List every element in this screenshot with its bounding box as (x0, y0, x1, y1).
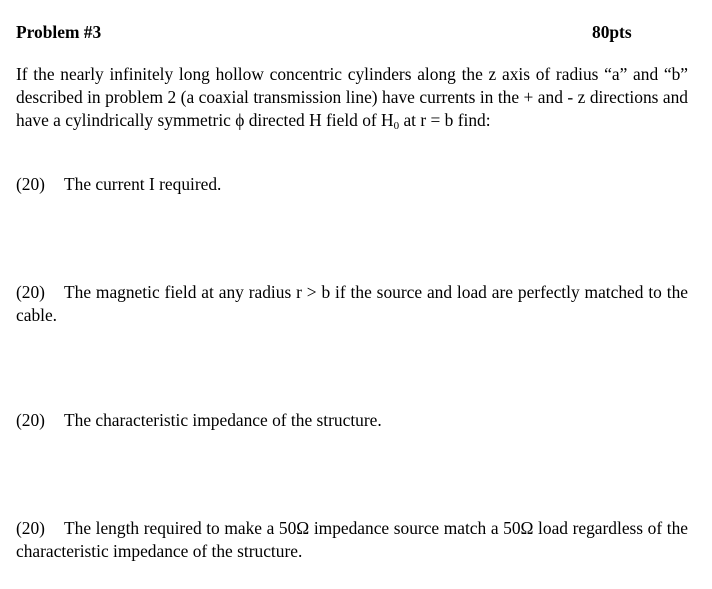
statement-text: If the nearly infinitely long hollow concentric cylinders along the z axis of radius “a” and “b” described in problem 2 (a coaxial transmission line) have currents in the + and - z directions and have a cylindrically symmetric ϕ directed H field of H (16, 64, 688, 130)
question-1 (16, 173, 688, 196)
question-4-text: The length required to make a 50Ω impedance source match a 50Ω load regardless of the characteristic impedance of the structure. (16, 518, 688, 561)
question-2 (16, 281, 688, 327)
question-1-text: The current I required. (64, 174, 222, 194)
question-2-text: The magnetic field at any radius r > b if the source and load are perfectly matched to the cable. (16, 282, 688, 325)
question-3-text: The characteristic impedance of the structure. (64, 410, 382, 430)
problem-statement (16, 63, 688, 132)
question-4-points: (20) (16, 518, 45, 538)
statement-text-end: at r = b find: (399, 110, 491, 130)
question-4 (16, 517, 688, 563)
h-field-subscript: 0 (393, 120, 400, 132)
question-3 (16, 409, 688, 432)
problem-points: 80pts (592, 22, 632, 42)
problem-title: Problem #3 (16, 22, 102, 42)
question-2-points: (20) (16, 282, 45, 302)
question-1-points: (20) (16, 174, 45, 194)
question-3-points: (20) (16, 410, 45, 430)
